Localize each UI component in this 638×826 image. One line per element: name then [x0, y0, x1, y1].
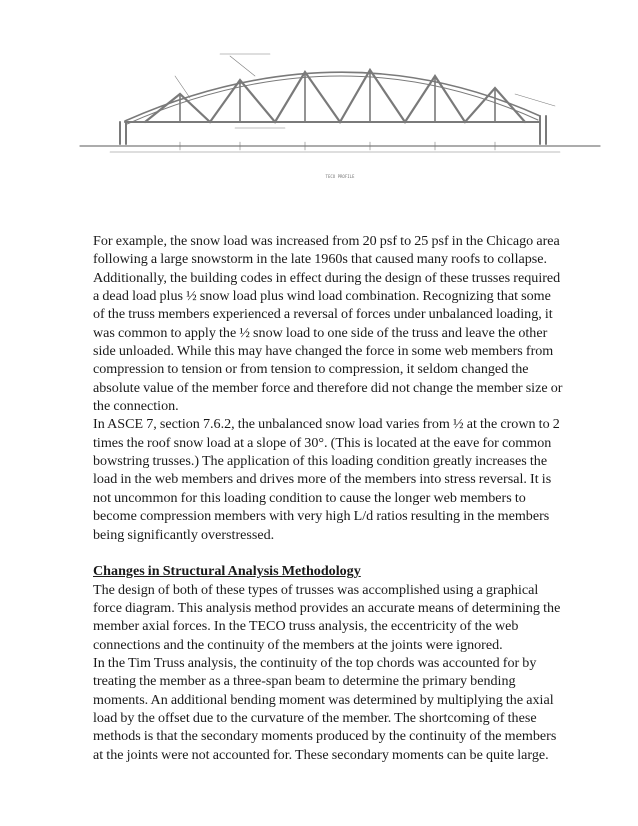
paragraph-spacer [93, 544, 563, 562]
figure-caption: TECO PROFILE [325, 174, 355, 179]
truss-figure [70, 36, 610, 196]
section-paragraph-1: The design of both of these types of trusses was accomplished using a graphical force diagram. This analysis method provides an accurate means of determining the member axial forces. In the TECO truss analysis, the eccentricity of the web connections and the continuity of the members at the joints were ignored. [93, 581, 561, 653]
section-heading: Changes in Structural Analysis Methodology [93, 563, 361, 580]
paragraph-2: In ASCE 7, section 7.6.2, the unbalanced snow load varies from ½ at the crown to 2 times the roof snow load at a slope of 30°. (This is located at the eave for common bowstring trusses.) The application of this loading condition greatly increases the load in the web members and drives more of the members into stress reversal. It is not uncommon for this loading condition to cause the longer web members to become compression members with very high L/d ratios resulting in the members being significantly overstressed. [93, 416, 560, 543]
paragraph-1: For example, the snow load was increased from 20 psf to 25 psf in the Chicago area following a large snowstorm in the late 1960s that caused many roofs to collapse. Additionally, the building codes in effect during the design of these trusses required a dead load plus ½ snow load plus wind load combination. Recognizing that some of the truss members experienced a reversal of forces under unbalanced loading, it was common to apply the ½ snow load to one side of the truss and leave the other side unloaded. While this may have changed the force in some web members from compression to tension or from tension to compression, it seldom changed the absolute value of the member force and therefore did not change the member size or the connection. [93, 233, 563, 415]
body-text [93, 232, 563, 764]
truss-elevation-drawing-icon [70, 36, 610, 196]
section-paragraph-2: In the Tim Truss analysis, the continuity of the top chords was accounted for by treating the member as a three-span beam to determine the primary bending moments. An additional bending moment was determined by multiplying the axial load by the offset due to the curvature of the member. The shortcoming of these methods is that the secondary moments produced by the continuity of the members at the joints were not accounted for. These secondary moments can be quite large. [93, 654, 557, 763]
